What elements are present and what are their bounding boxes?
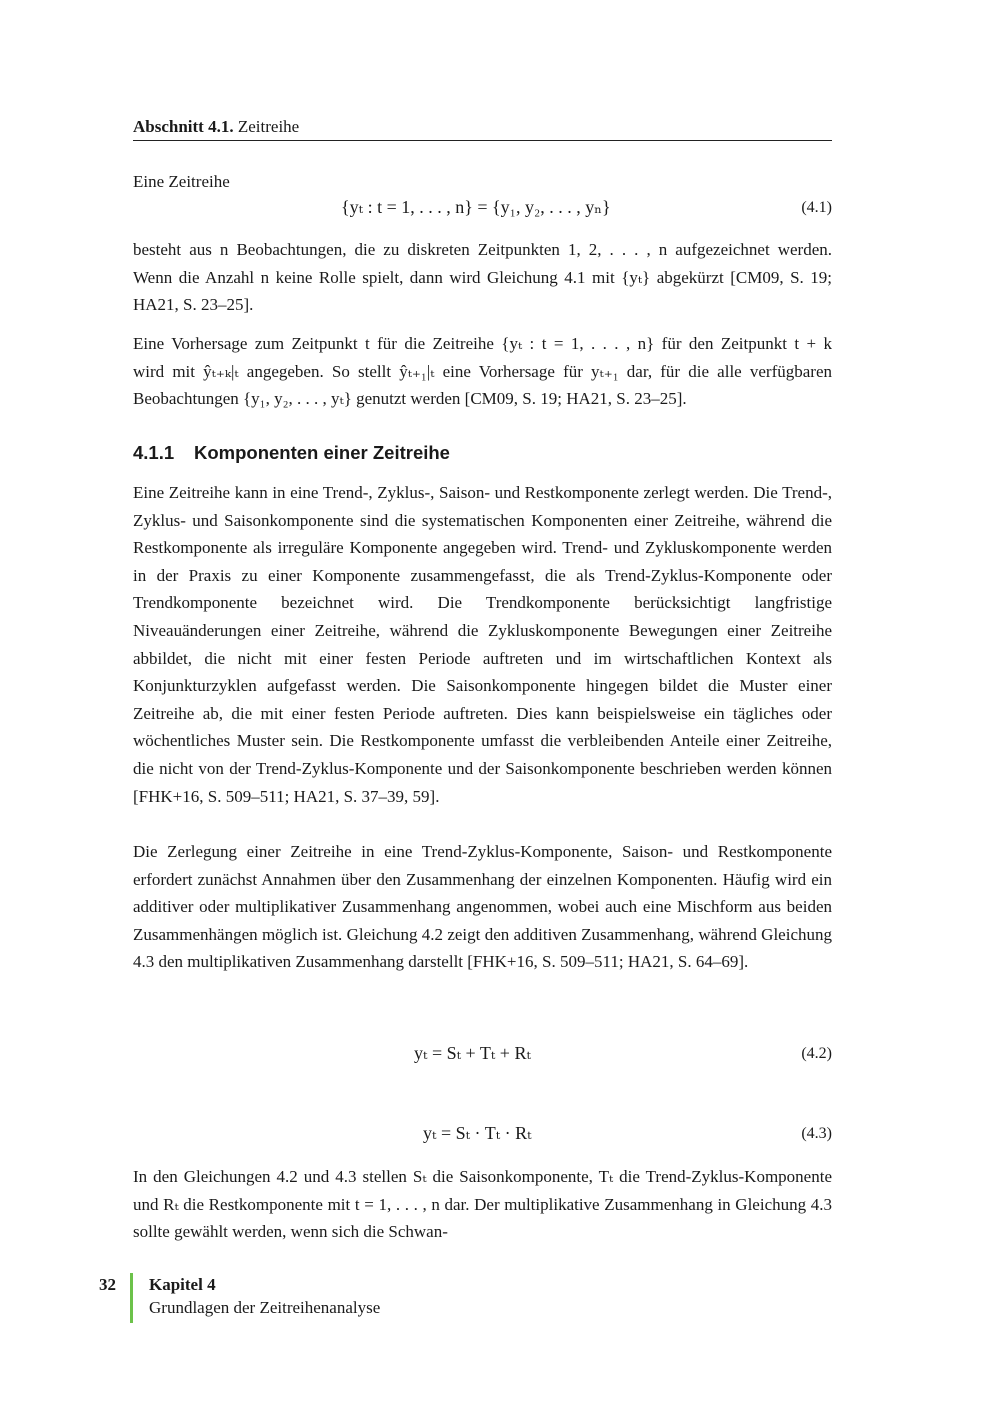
paragraph-4: Die Zerlegung einer Zeitreihe in eine Trend-Zyklus-Komponente, Saison- und Restkomponente erfordert zunächst Annahmen über den Zusammenhang der einzelnen Komponenten. Häufig wird ein additiver oder multiplikativer Zusammenhang angenommen, wobei auch eine Mischform aus beiden Zusammenhängen möglich ist. Gleichung 4.2 zeigt den additiven Zusammenhang, während Gleichung 4.3 den multiplikativen Zusammenhang darstellt [FHK+16, S. 509–511; HA21, S. 64–69]. — [133, 842, 832, 972]
paragraph-2-line-1: Eine Vorhersage zum Zeitpunkt t für die Zeitreihe {yₜ : t = 1, . . . , n} für den Zeitpunkt t + k — [133, 334, 832, 353]
header-title: Zeitreihe — [237, 117, 300, 136]
equation-4-3-body: yₜ = Sₜ · Tₜ · Rₜ — [423, 1123, 532, 1143]
equation-4-2 — [133, 1043, 832, 1073]
equation-4-2-body: yₜ = Sₜ + Tₜ + Rₜ — [414, 1043, 531, 1063]
paragraph-2-line-3: Beobachtungen {y₁, y₂, . . . , yₜ} genutzt werden [CM09, S. 19; HA21, S. 23–25]. — [133, 389, 687, 409]
paragraph-5: In den Gleichungen 4.2 und 4.3 stellen Sₜ die Saisonkomponente, Tₜ die Trend-Zyklus-Komponente und Rₜ die Restkomponente mit t = 1, . . . , n dar. Der multiplikative Zusammenhang in Gleichung 4.3 sollte gewählt werden, wenn sich die Schwan- — [133, 1167, 832, 1242]
paragraph-1-line-3: HA21, S. 23–25]. — [133, 295, 254, 315]
equation-4-1 — [133, 197, 832, 227]
section-heading — [133, 440, 832, 466]
footer-divider — [130, 1273, 133, 1323]
page-number: 32 — [99, 1275, 116, 1294]
equation-4-2-number: (4.2) — [801, 1045, 832, 1062]
running-header — [133, 116, 832, 141]
equation-4-1-number: (4.1) — [801, 199, 832, 216]
section-title: Komponenten einer Zeitreihe — [194, 442, 450, 463]
paragraph-1-line-1: besteht aus n Beobachtungen, die zu diskreten Zeitpunkten 1, 2, . . . , n aufgezeichnet werden. — [133, 240, 832, 259]
paragraph-1 — [133, 236, 832, 319]
paragraph-1-line-2: Wenn die Anzahl n keine Rolle spielt, dann wird Gleichung 4.1 mit {yₜ} abgekürzt [CM09, S. 19; — [133, 267, 832, 287]
equation-4-3-number: (4.3) — [801, 1125, 832, 1142]
footer-chapter: Kapitel 4 — [149, 1275, 216, 1294]
paragraph-2 — [133, 330, 832, 413]
section-number: 4.1.1 — [133, 442, 175, 463]
intro-text: Eine Zeitreihe — [133, 172, 230, 191]
header-section: Abschnitt 4.1. — [133, 117, 234, 136]
paragraph-2-line-2: wird mit ŷₜ₊ₖ|ₜ angegeben. So stellt ŷₜ₊₁|ₜ eine Vorhersage für yₜ₊₁ dar, für die alle verfügbaren — [133, 361, 832, 381]
paragraph-3: Eine Zeitreihe kann in eine Trend-, Zyklus-, Saison- und Restkomponente zerlegt werden. Die Trend-, Zyklus- und Saisonkomponente sind die systematischen Komponenten einer Zeitreihe, während die Restkomponente als irreguläre Komponente angegeben wird. Trend- und Zykluskomponente werden in der Praxis zu einer Komponente zusammengefasst, die als Trend-Zyklus-Komponente oder Trendkomponente bezeichnet wird. Die Trendkomponente berücksichtigt langfristige Niveauänderungen einer Zeitreihe, während die Zykluskomponente Bewegungen einer Zeitreihe abbildet, die nicht mit einer festen Periode auftreten und im wirtschaftlichen Kontext als Konjunkturzyklen aufgefasst werden. Die Saisonkomponente hingegen bildet die Muster einer Zeitreihe ab, die mit einer festen Periode auftreten. Dies kann beispielsweise ein tägliches oder wöchentliches Muster sein. Die Restkomponente umfasst die verbleibenden Anteile einer Zeitreihe, die nicht von der Trend-Zyklus-Komponente und der Saisonkomponente beschrieben werden können [FHK+16, S. 509–511; HA21, S. 37–39, 59]. — [133, 483, 832, 806]
equation-4-1-body: {yₜ : t = 1, . . . , n} = {y₁, y₂, . . . , yₙ} — [341, 197, 611, 217]
footer-chapter-title: Grundlagen der Zeitreihenanalyse — [149, 1298, 381, 1317]
equation-4-3 — [133, 1123, 832, 1153]
page-footer — [0, 1273, 1000, 1325]
